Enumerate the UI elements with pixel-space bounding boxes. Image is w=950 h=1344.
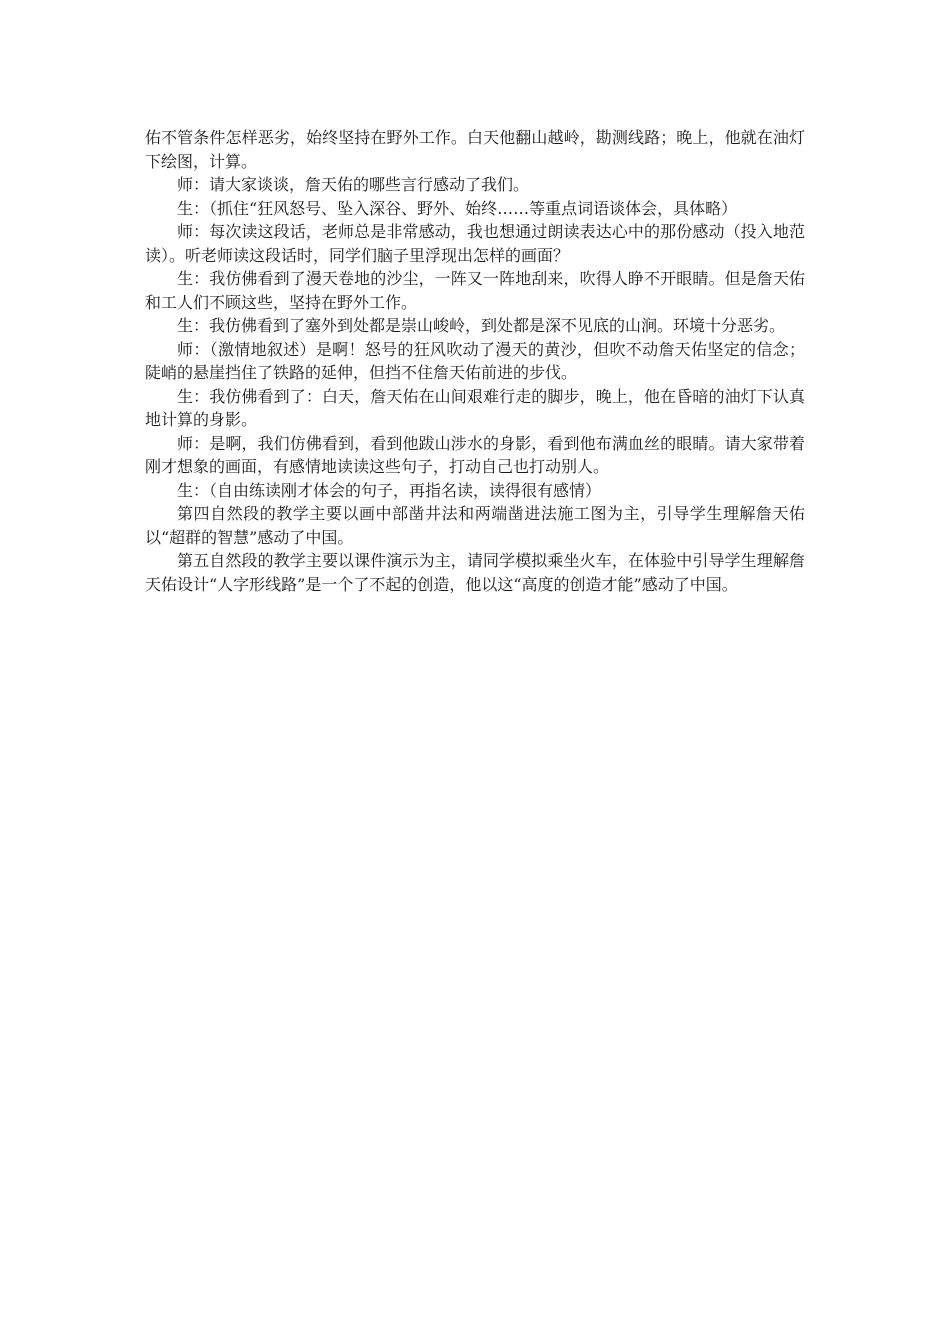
paragraph-student-mountains: 生：我仿佛看到了塞外到处都是崇山峻岭，到处都是深不见底的山涧。环境十分恶劣。 xyxy=(177,316,786,335)
paragraph-teacher-prompt: 师：是啊，我们仿佛看到，看到他跋山涉水的身影，看到他布满血丝的眼睛。请大家带着刚才想象的画面，有感情地读读这些句子，打动自己也打动别人。 xyxy=(145,433,805,476)
paragraph-teacher-narration: 师：（激情地叙述）是啊！怒号的狂风吹动了漫天的黄沙，但吹不动詹天佑坚定的信念；陡峭的悬崖挡住了铁路的延伸，但挡不住詹天佑前进的步伐。 xyxy=(145,339,805,382)
paragraph-continuation: 佑不管条件怎样恶劣，始终坚持在野外工作。白天他翻山越岭，勘测线路；晚上，他就在油灯下绘图，计算。 xyxy=(145,128,805,171)
paragraph-teacher-question: 师：请大家谈谈，詹天佑的哪些言行感动了我们。 xyxy=(177,175,530,194)
paragraph-section-four: 第四自然段的教学主要以画中部凿井法和两端凿进法施工图为主，引导学生理解詹天佑以“超群的智慧”感动了中国。 xyxy=(145,504,805,547)
paragraph-student-practice: 生：（自由练读刚才体会的句子，再指名读，读得很有感情） xyxy=(177,480,602,500)
paragraph-teacher-reading: 师：每次读这段话，老师总是非常感动，我也想通过朗读表达心中的那份感动（投入地范读）。听老师读这段话时，同学们脑子里浮现出怎样的画面？ xyxy=(145,222,805,265)
paragraph-section-five: 第五自然段的教学主要以课件演示为主，请同学模拟乘坐火车，在体验中引导学生理解詹天佑设计“人字形线路”是一个了不起的创造，他以这“高度的创造才能”感动了中国。 xyxy=(145,551,805,594)
paragraph-student-keywords: 生：（抓住“狂风怒号、坠入深谷、野外、始终……等重点词语谈体会，具体略） xyxy=(177,198,738,218)
paragraph-student-sandstorm: 生：我仿佛看到了漫天卷地的沙尘，一阵又一阵地刮来，吹得人睁不开眼睛。但是詹天佑和工人们不顾这些，坚持在野外工作。 xyxy=(145,269,805,312)
document-body xyxy=(145,126,805,596)
paragraph-student-day-night: 生：我仿佛看到了：白天，詹天佑在山间艰难行走的脚步，晚上，他在昏暗的油灯下认真地计算的身影。 xyxy=(145,386,805,429)
